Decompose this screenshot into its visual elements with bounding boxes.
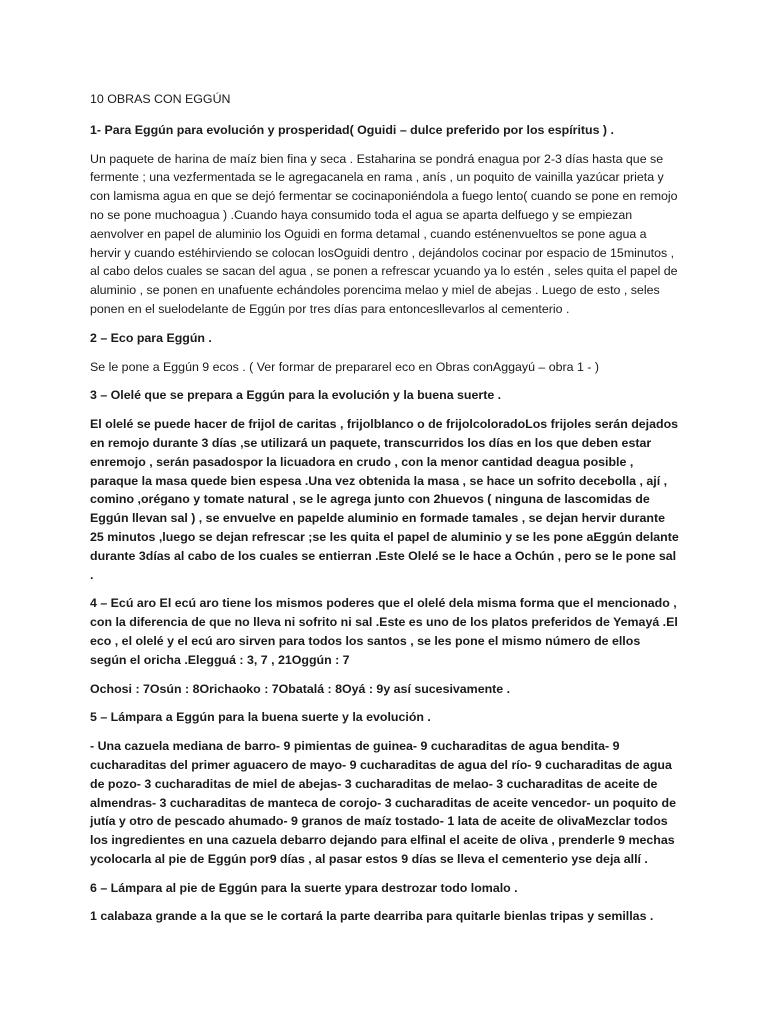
paragraph-heading-6: 6 – Lámpara al pie de Eggún para la suerte ypara destrozar todo lomalo . [90,880,518,895]
paragraph-heading-2: 2 – Eco para Eggún . [90,330,212,345]
paragraph-heading-3: 3 – Olelé que se prepara a Eggún para la evolución y la buena suerte . [90,388,502,403]
paragraph-body-4: 4 – Ecú aro El ecú aro tiene los mismos poderes que el olelé dela misma forma que el mencionado , con la diferencia de que no lleva ni sofrito ni sal .Este es uno de los platos preferidos de Yemayá .El eco , el olelé y el ecú aro sirven para todos los santos , se les pone el mismo número de ellos según el oricha .Elegguá : 3, 7 , 21Oggún : 7 [90,596,678,667]
paragraph-heading-5: 5 – Lámpara a Eggún para la buena suerte y la evolución . [90,710,431,725]
paragraph-body-2: Se le pone a Eggún 9 ecos . ( Ver formar de prepararel eco en Obras conAggayú – obra 1 - ) [90,359,600,374]
paragraph-body-5: - Una cazuela mediana de barro- 9 pimientas de guinea- 9 cucharaditas de agua bendita- 9 cucharaditas del primer aguacero de mayo- 9 cucharaditas de agua del río- 9 cucharaditas de agua de pozo- 3 cucharaditas de miel de abejas- 3 cucharaditas de melao- 3 cucharaditas de aceite de almendras- 3 cucharaditas de manteca de corojo- 3 cucharaditas de aceite vencedor- un poquito de jutía y otro de pescado ahumado- 9 granos de maíz tostado- 1 lata de aceite de olivaMezclar todos los ingredientes en una cazuela debarro dejando para elfinal el aceite de oliva , prenderle 9 mechas ycolocarla al pie de Eggún por9 días , al pasar estos 9 días se lleva el cementerio yse deja allí . [90,739,676,866]
paragraph-body-3: El olelé se puede hacer de frijol de caritas , frijolblanco o de frijolcoloradoLos frijoles serán dejados en remojo durante 3 días ,se utilizará un paquete, transcurridos los días en los que deben estar enremojo , serán pasadospor la licuadora en crudo , con la menor cantidad deagua posible , paraque la masa quede bien espesa .Una vez obtenida la masa , se hace un sofrito decebolla , ají , comino ,orégano y tomate natural , se le agrega junto con 2huevos ( ninguna de lascomidas de Eggún llevan sal ) , se envuelve en papelde aluminio en formade tamales , se dejan hervir durante 25 minutos ,luego se dejan refrescar ;se les quita el papel de aluminio y se les pone aEggún delante durante 3días al cabo de los cuales se entierran .Este Olelé se le hace a Ochún , pero se le pone sal . [90,417,679,582]
paragraph-heading-1: 1- Para Eggún para evolución y prosperidad( Oguidi – dulce preferido por los espíritus ) . [90,122,614,137]
paragraph-body-6: 1 calabaza grande a la que se le cortará la parte dearriba para quitarle bienlas tripas y semillas . [90,909,654,924]
paragraph-body-1: Un paquete de harina de maíz bien fina y seca . Estaharina se pondrá enagua por 2-3 días hasta que se fermente ; una vezfermentada se le agregacanela en rama , anís , un poquito de vainilla yazúcar prieta y con lamisma agua en que se dejó fermentar se cocinaponiéndola a fuego lento( cuando se pone en remojo no se pone muchoagua ) .Cuando haya consumido toda el agua se aparta delfuego y se empiezan aenvolver en papel de aluminio los Oguidi en forma detamal , cuando esténenvueltos se pone agua a hervir y cuando estéhirviendo se colocan losOguidi dentro , dejándolos cocinar por espacio de 15minutos , al cabo delos cuales se sacan del agua , se ponen a refrescar ycuando ya lo estén , seles quita el papel de aluminio , se ponen en unafuente echándoles porencima melao y miel de abejas . Luego de esto , seles ponen en el suelodelante de Eggún por tres días para entoncesllevarlos al cementerio . [90,151,678,316]
document-title: 10 OBRAS CON EGGÚN [90,92,231,106]
paragraph-body-4-continued: Ochosi : 7Osún : 8Orichaoko : 7Obatalá : 8Oyá : 9y así sucesivamente . [90,681,511,696]
document-page [90,90,680,936]
